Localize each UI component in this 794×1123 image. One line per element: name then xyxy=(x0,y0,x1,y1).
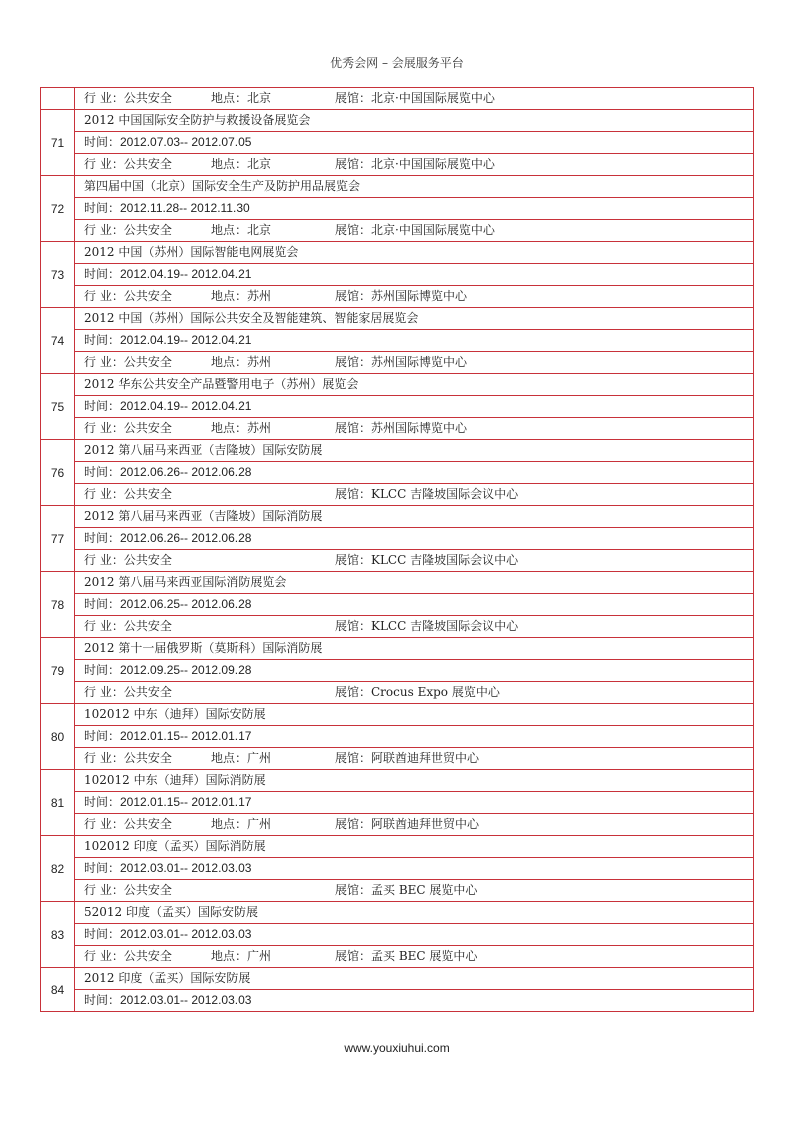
exhibition-date: 时间：2012.04.19-- 2012.04.21 xyxy=(75,330,754,352)
exhibition-date: 时间：2012.11.28-- 2012.11.30 xyxy=(75,198,754,220)
venue-text: 展馆：KLCC 吉隆坡国际会议中心 xyxy=(335,619,519,633)
row-number: 77 xyxy=(41,506,75,572)
row-number: 71 xyxy=(41,110,75,176)
location-text: 地点：广州 xyxy=(211,751,272,765)
exhibition-date: 时间：2012.09.25-- 2012.09.28 xyxy=(75,660,754,682)
exhibition-title: 2012 第十一届俄罗斯（莫斯科）国际消防展 xyxy=(75,638,754,660)
row-number: 81 xyxy=(41,770,75,836)
table-row xyxy=(41,638,754,704)
exhibition-date: 时间：2012.01.15-- 2012.01.17 xyxy=(75,726,754,748)
info-line xyxy=(75,682,754,704)
industry-text: 行 业：公共安全 xyxy=(84,91,172,105)
exhibition-title: 2012 第八届马来西亚国际消防展览会 xyxy=(75,572,754,594)
exhibition-title: 2012 中国（苏州）国际智能电网展览会 xyxy=(75,242,754,264)
row-number-empty xyxy=(41,88,75,110)
exhibition-title: 102012 印度（孟买）国际消防展 xyxy=(75,836,754,858)
location-text: 地点：广州 xyxy=(211,817,272,831)
table-row xyxy=(41,572,754,638)
row-number: 76 xyxy=(41,440,75,506)
row-number: 84 xyxy=(41,968,75,1012)
industry-text: 行 业：公共安全 xyxy=(84,883,172,897)
page-header: 优秀会网 – 会展服务平台 xyxy=(330,56,464,70)
industry-text: 行 业：公共安全 xyxy=(84,817,172,831)
exhibition-date: 时间：2012.07.03-- 2012.07.05 xyxy=(75,132,754,154)
exhibition-table xyxy=(40,87,754,1012)
info-line xyxy=(75,550,754,572)
row-number: 75 xyxy=(41,374,75,440)
table-row xyxy=(41,176,754,242)
row-number: 78 xyxy=(41,572,75,638)
table-row xyxy=(41,242,754,308)
exhibition-date: 时间：2012.04.19-- 2012.04.21 xyxy=(75,264,754,286)
row-number: 79 xyxy=(41,638,75,704)
venue-text: 展馆：孟买 BEC 展览中心 xyxy=(335,883,478,897)
venue-text: 展馆：苏州国际博览中心 xyxy=(335,421,468,435)
venue-text: 展馆：北京·中国国际展览中心 xyxy=(335,157,495,171)
info-line xyxy=(75,880,754,902)
venue-text: 展馆：KLCC 吉隆坡国际会议中心 xyxy=(335,553,519,567)
info-line xyxy=(75,484,754,506)
exhibition-title: 2012 中国（苏州）国际公共安全及智能建筑、智能家居展览会 xyxy=(75,308,754,330)
venue-text: 展馆：苏州国际博览中心 xyxy=(335,289,468,303)
venue-text: 展馆：北京·中国国际展览中心 xyxy=(335,91,495,105)
exhibition-title: 2012 印度（孟买）国际安防展 xyxy=(75,968,754,990)
exhibition-date: 时间：2012.03.01-- 2012.03.03 xyxy=(75,858,754,880)
info-line xyxy=(75,814,754,836)
info-line xyxy=(75,418,754,440)
industry-text: 行 业：公共安全 xyxy=(84,685,172,699)
exhibition-date: 时间：2012.03.01-- 2012.03.03 xyxy=(75,990,754,1012)
exhibition-date: 时间：2012.06.26-- 2012.06.28 xyxy=(75,528,754,550)
table-row xyxy=(41,902,754,968)
location-text: 地点：苏州 xyxy=(211,421,272,435)
industry-text: 行 业：公共安全 xyxy=(84,487,172,501)
info-line xyxy=(75,88,754,110)
venue-text: 展馆：孟买 BEC 展览中心 xyxy=(335,949,478,963)
exhibition-date: 时间：2012.06.26-- 2012.06.28 xyxy=(75,462,754,484)
location-text: 地点：北京 xyxy=(211,223,272,237)
info-line xyxy=(75,154,754,176)
table-row xyxy=(41,704,754,770)
exhibition-title: 52012 印度（孟买）国际安防展 xyxy=(75,902,754,924)
venue-text: 展馆：KLCC 吉隆坡国际会议中心 xyxy=(335,487,519,501)
info-line xyxy=(75,748,754,770)
industry-text: 行 业：公共安全 xyxy=(84,553,172,567)
industry-text: 行 业：公共安全 xyxy=(84,289,172,303)
table-row xyxy=(41,836,754,902)
industry-text: 行 业：公共安全 xyxy=(84,157,172,171)
exhibition-date: 时间：2012.03.01-- 2012.03.03 xyxy=(75,924,754,946)
row-number: 82 xyxy=(41,836,75,902)
exhibition-date: 时间：2012.06.25-- 2012.06.28 xyxy=(75,594,754,616)
exhibition-title: 第四届中国（北京）国际安全生产及防护用品展览会 xyxy=(75,176,754,198)
page-footer: www.youxiuhui.com xyxy=(344,1041,450,1055)
exhibition-date: 时间：2012.04.19-- 2012.04.21 xyxy=(75,396,754,418)
exhibition-title: 2012 华东公共安全产品暨警用电子（苏州）展览会 xyxy=(75,374,754,396)
table-row xyxy=(41,770,754,836)
info-line xyxy=(75,286,754,308)
exhibition-title: 102012 中东（迪拜）国际安防展 xyxy=(75,704,754,726)
location-text: 地点：广州 xyxy=(211,949,272,963)
table-row xyxy=(41,308,754,374)
row-number: 73 xyxy=(41,242,75,308)
row-number: 74 xyxy=(41,308,75,374)
table-row xyxy=(41,440,754,506)
industry-text: 行 业：公共安全 xyxy=(84,619,172,633)
info-line xyxy=(75,946,754,968)
table-row-top xyxy=(41,88,754,110)
info-line xyxy=(75,616,754,638)
info-line xyxy=(75,220,754,242)
venue-text: 展馆：苏州国际博览中心 xyxy=(335,355,468,369)
table-row xyxy=(41,110,754,176)
exhibition-title: 102012 中东（迪拜）国际消防展 xyxy=(75,770,754,792)
exhibition-date: 时间：2012.01.15-- 2012.01.17 xyxy=(75,792,754,814)
row-number: 80 xyxy=(41,704,75,770)
industry-text: 行 业：公共安全 xyxy=(84,421,172,435)
table-row xyxy=(41,374,754,440)
location-text: 地点：苏州 xyxy=(211,355,272,369)
industry-text: 行 业：公共安全 xyxy=(84,355,172,369)
industry-text: 行 业：公共安全 xyxy=(84,949,172,963)
location-text: 地点：北京 xyxy=(211,91,272,105)
industry-text: 行 业：公共安全 xyxy=(84,223,172,237)
venue-text: 展馆：Crocus Expo 展览中心 xyxy=(335,685,500,699)
location-text: 地点：苏州 xyxy=(211,289,272,303)
row-number: 83 xyxy=(41,902,75,968)
industry-text: 行 业：公共安全 xyxy=(84,751,172,765)
exhibition-title: 2012 第八届马来西亚（吉隆坡）国际消防展 xyxy=(75,506,754,528)
venue-text: 展馆：阿联酋迪拜世贸中心 xyxy=(335,751,480,765)
exhibition-title: 2012 中国国际安全防护与救援设备展览会 xyxy=(75,110,754,132)
info-line xyxy=(75,352,754,374)
exhibition-title: 2012 第八届马来西亚（吉隆坡）国际安防展 xyxy=(75,440,754,462)
venue-text: 展馆：北京·中国国际展览中心 xyxy=(335,223,495,237)
venue-text: 展馆：阿联酋迪拜世贸中心 xyxy=(335,817,480,831)
table-row xyxy=(41,968,754,1012)
row-number: 72 xyxy=(41,176,75,242)
table-row xyxy=(41,506,754,572)
location-text: 地点：北京 xyxy=(211,157,272,171)
